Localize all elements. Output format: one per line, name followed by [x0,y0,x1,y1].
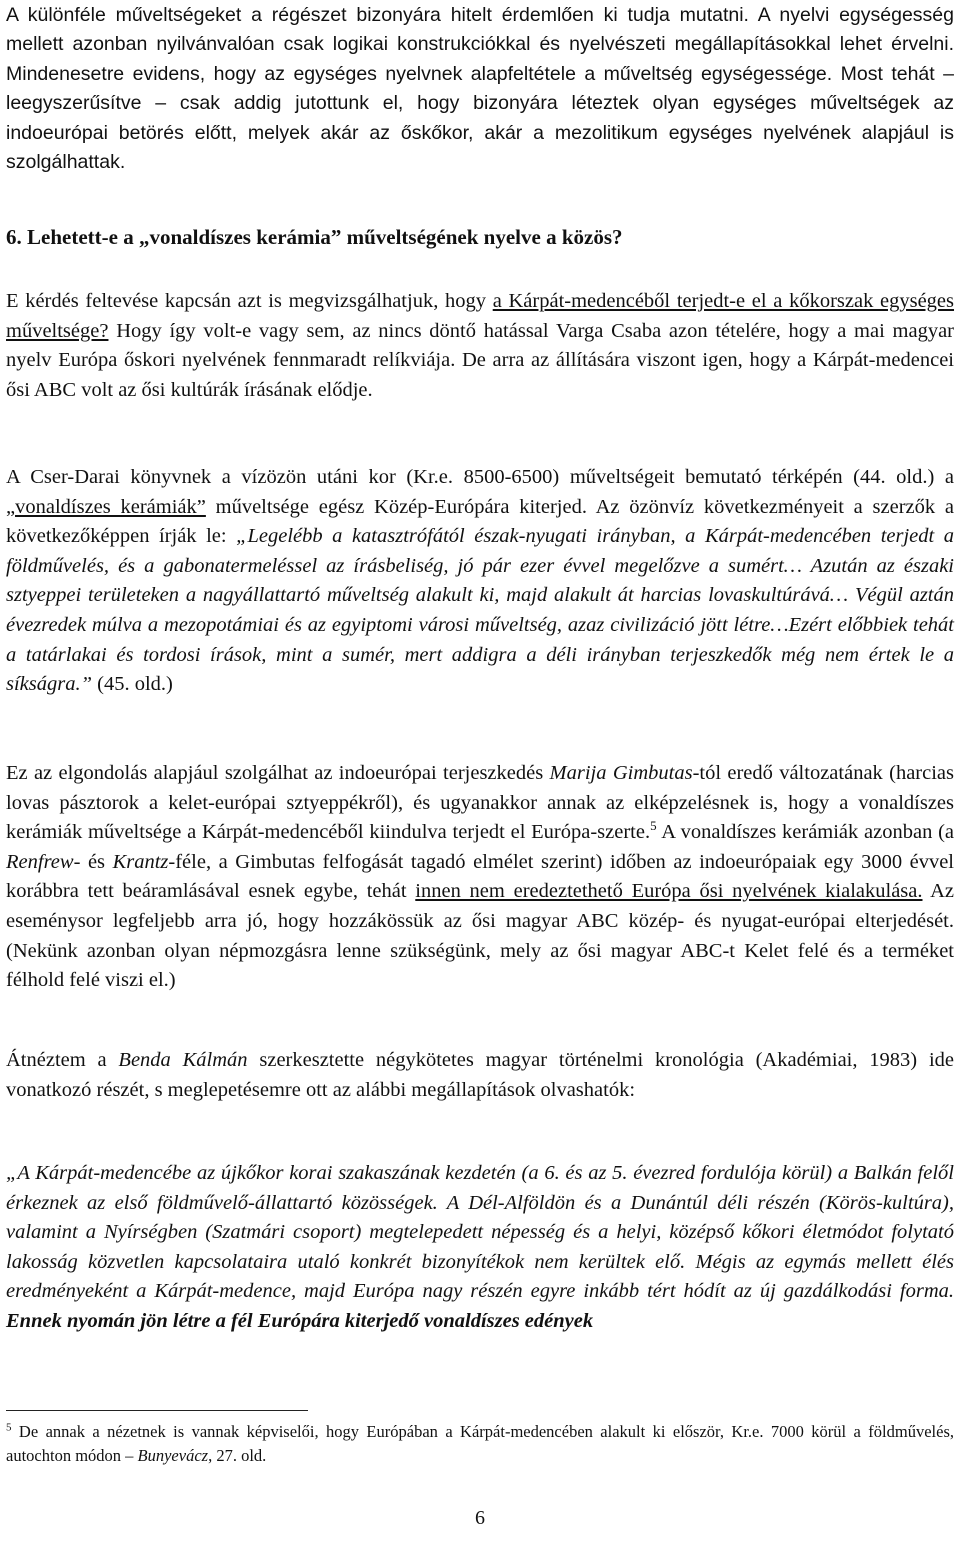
underlined-text: a Kárpát-medencéből terjedt-e el a kőkorszak egységes műveltsége? [6,290,955,342]
paragraph-cser-darai [6,463,954,700]
page-number: 6 [475,1507,485,1529]
paragraph-intro [6,1,954,177]
italic-name: Marija Gimbutas [549,762,693,784]
paragraph-benda [6,1046,954,1105]
italic-name: Bunyevácz [137,1446,209,1465]
bold-italic-quote: Ennek nyomán jön létre a fél Európára kiterjedő vonaldíszes edények [6,1309,594,1332]
footnote-reference: 5 [650,818,657,834]
underlined-text: „vonaldíszes kerámiák” [6,495,206,518]
footnote-text: , 27. old. [208,1446,267,1465]
paragraph-text: műveltsége egész Közép-Európára kiterjed. Az özönvíz következményeit a szerzők a következőképpen írják le: [6,495,954,548]
footnote [6,1420,954,1468]
paragraph-text: - és [73,850,113,873]
italic-name: Renfrew [6,850,74,873]
italic-quote: „Legelébb a katasztrófától észak-nyugati irányban, a Kárpát-medencében terjedt a földművelés, és a gabonatermeléssel az írásbeliség, jó pár ezer évvel megelőzve a sumért… Azután az északi sztyeppei területeken a nagyállattartó műveltség alakult ki, majd alakult át harcias lovaskultúrává… Végül aztán évezredek múlva a mezopotámiai és az egyiptomi városi műveltség, azaz civilizáció jött létre…Ezért előbbiek tehát a tatárlakai és tordosi írások, mint a sumér, mert addigra a déli irányban terjeszkedők még nem értek le a síkságra.” [6,525,954,696]
paragraph-text: -tól eredő változatának (harcias lovas pásztorok a kelet-európai sztyeppékről), és ugyanakkor annak az elképzelésnek is, hogy a vonaldíszes kerámiák műveltsége a Kárpát-medencéből kiindulva terjedt el Európa-szerte. [6,762,954,844]
paragraph-text: szerkesztette négykötetes magyar történelmi kronológia (Akadémiai, 1983) ide vonatkozó részét, s meglepetésemre ott az alábbi megállapítások olvashatók: [6,1049,954,1101]
paragraph-text: E kérdés feltevése kapcsán azt is megvizsgálhatjuk, hogy [6,290,493,312]
paragraph-text: Átnéztem a [6,1049,119,1071]
paragraph-text: -féle, a Gimbutas felfogását tagadó elmélet szerint) időben az indoeurópaiak egy 3000 évvel korábbra tett beáramlásával esnek egybe, tehát [6,850,955,903]
paragraph-text: Hogy így volt-e vagy sem, az nincs döntő hatással Varga Csaba azon tételére, hogy a mai magyar nyelv Európa őskori nyelvének fennmaradt relíkviája. De arra az állítására viszont igen, hogy a Kárpát-medencei ősi ABC volt az ősi kultúrák írásának elődje. [6,319,954,401]
paragraph-text: (45. old.) [92,673,173,696]
footnote-text: De annak a nézetnek is vannak képviselői, hogy Európában a Kárpát-medencében alakult ki először, Kr.e. 7000 körül a földművelés, autochton módon – [6,1422,954,1465]
paragraph-gimbutas [6,759,954,996]
italic-name: Krantz [112,850,169,873]
footnote-separator [6,1410,308,1411]
section-heading: 6. Lehetett-e a „vonaldíszes kerámia” műveltségének nyelve a közös? [6,225,623,249]
paragraph-text: A különféle műveltségeket a régészet bizonyára hitelt érdemlően ki tudja mutatni. A nyelvi egységesség mellett azonban nyilvánvalóan csak logikai konstrukciókkal és nyelvészeti megállapításokkal lehet érvelni. Mindenesetre evidens, hogy az egységes nyelvnek alapfeltétele a műveltség egységessége. Most tehát – leegyszerűsítve – csak addig jutottunk el, hogy bizonyára léteztek olyan egységes műveltségek az indoeurópai betörés előtt, melyek akár az őskőkor, akár a mezolitikum egységes nyelvének alapjául is szolgálhattak. [6,4,954,174]
italic-quote: „A Kárpát-medencébe az újkőkor korai szakaszának kezdetén (a 6. és az 5. évezred fordulója körül) a Balkán felől érkeznek az első földművelő-állattartó közösségek. A Dél-Alföldön és a Dunántúl déli részén (Körös-kultúra), valamint a Nyírségben (Szatmári csoport) megtelepedett népesség és a helyi, középső kőkori életmódot folytató lakosság közvetlen kapcsolataira utaló konkrét bizonyítékok nem kerültek elő. Mégis az egymás mellett élés eredményeként a Kárpát-medence, majd Európa nagy részén egyre inkább tért hódít az új gazdálkodási forma. [6,1162,954,1303]
paragraph-text: A vonaldíszes kerámiák azonban (a [656,821,954,844]
paragraph-text: A Cser-Darai könyvnek a vízözön utáni kor (Kr.e. 8500-6500) műveltségeit bemutató térképén (44. old.) a [6,466,954,488]
underlined-text: innen nem eredeztethető Európa ősi nyelvének kialakulása. [415,880,923,903]
paragraph-quote [6,1159,954,1337]
italic-name: Benda Kálmán [118,1049,248,1071]
footnote-number: 5 [6,1421,12,1434]
paragraph-text: Ez az elgondolás alapjául szolgálhat az indoeurópai terjeszkedés [6,762,550,784]
paragraph-text: Az eseménysor legfeljebb arra jó, hogy hozzákössük az ősi magyar ABC közép- és nyugat-európai elterjedését. (Nekünk azonban olyan népmozgásra lenne szükségünk, mely az ősi magyar ABC-t Kelet felé és a terméket félhold felé viszi el.) [6,880,955,992]
paragraph-question [6,287,954,405]
